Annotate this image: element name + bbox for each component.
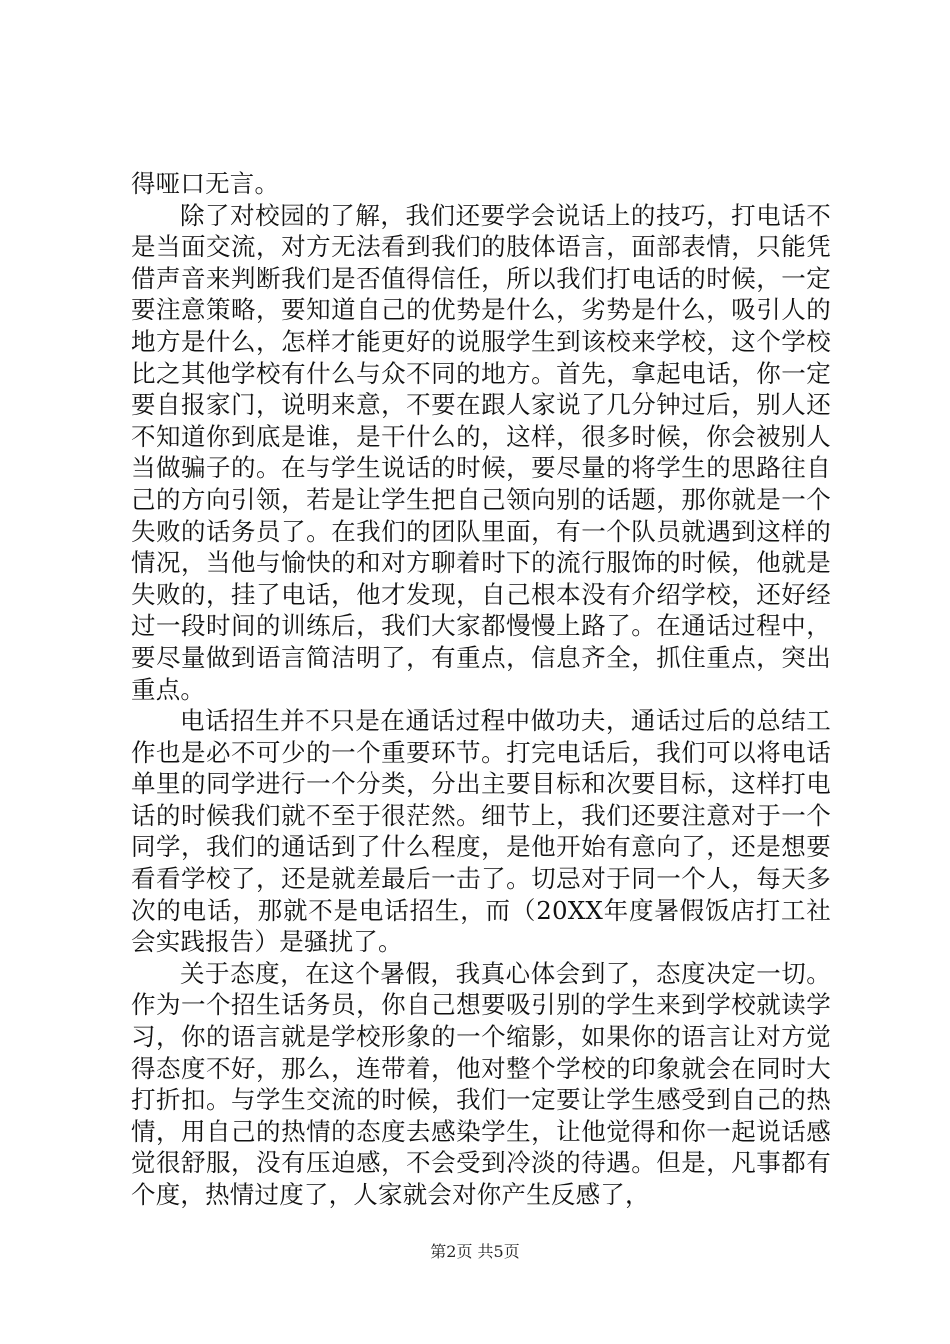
document-body	[131, 168, 831, 1211]
paragraph-phone-skills: 除了对校园的了解，我们还要学会说话上的技巧，打电话不是当面交流，对方无法看到我们的肢体语言，面部表情，只能凭借声音来判断我们是否值得信任，所以我们打电话的时候，一定要注意策略，要知道自己的优势是什么，劣势是什么，吸引人的地方是什么，怎样才能更好的说服学生到该校来学校，这个学校比之其他学校有什么与众不同的地方。首先，拿起电话，你一定要自报家门，说明来意，不要在跟人家说了几分钟过后，别人还不知道你到底是谁，是干什么的，这样，很多时候，你会被别人当做骗子的。在与学生说话的时候，要尽量的将学生的思路往自己的方向引领，若是让学生把自己领向别的话题，那你就是一个失败的话务员了。在我们的团队里面，有一个队员就遇到这样的情况，当他与愉快的和对方聊着时下的流行服饰的时候，他就是失败的，挂了电话，他才发现，自己根本没有介绍学校，还好经过一段时间的训练后，我们大家都慢慢上路了。在通话过程中，要尽量做到语言简洁明了，有重点，信息齐全，抓住重点，突出重点。	[131, 200, 831, 704]
page-number-footer: 第2页 共5页	[430, 1242, 520, 1261]
paragraph-after-call-summary: 电话招生并不只是在通话过程中做功夫，通话过后的总结工作也是必不可少的一个重要环节。打完电话后，我们可以将电话单里的同学进行一个分类，分出主要目标和次要目标，这样打电话的时候我们就不至于很茫然。细节上，我们还要注意对于一个同学，我们的通话到了什么程度，是他开始有意向了，还是想要看看学校了，还是就差最后一击了。切忌对于同一个人，每天多次的电话，那就不是电话招生，而（20XX年度暑假饭店打工社会实践报告）是骚扰了。	[131, 706, 831, 957]
paragraph-continuation: 得哑口无言。	[131, 169, 280, 198]
paragraph-attitude: 关于态度，在这个暑假，我真心体会到了，态度决定一切。作为一个招生话务员，你自己想要吸引别的学生来到学校就读学习，你的语言就是学校形象的一个缩影，如果你的语言让对方觉得态度不好，那么，连带着，他对整个学校的印象就会在同时大打折扣。与学生交流的时候，我们一定要让学生感受到自己的热情，用自己的热情的态度去感染学生，让他觉得和你一起说话感觉很舒服，没有压迫感，不会受到冷淡的待遇。但是，凡事都有个度，热情过度了，人家就会对你产生反感了，	[131, 958, 831, 1209]
